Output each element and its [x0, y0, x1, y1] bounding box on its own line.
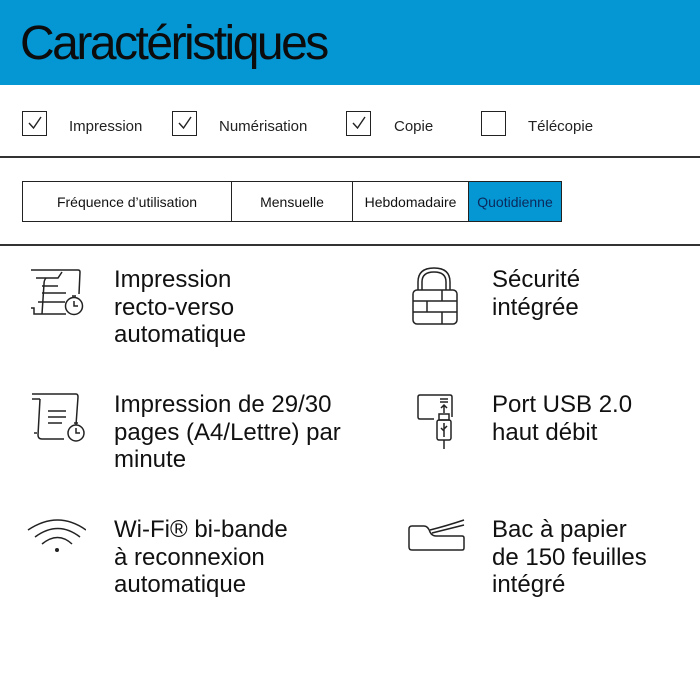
- function-copie: [346, 109, 433, 137]
- function-impression: [22, 109, 142, 137]
- feature-text: Impression de 29/30 pages (A4/Lettre) par minute: [114, 391, 341, 473]
- checkmark-icon: [26, 114, 44, 132]
- wifi-icon: [26, 516, 86, 576]
- feature-text: Impression recto-verso automatique: [114, 266, 247, 348]
- checkbox-impression: [22, 111, 47, 136]
- duplex-print-icon: [28, 266, 88, 326]
- function-label: Copie: [394, 117, 434, 135]
- security-lock-icon: [410, 266, 470, 326]
- function-label: Numérisation: [219, 117, 308, 135]
- page-title: Caractéristiques: [20, 17, 327, 70]
- header-banner: [0, 0, 700, 85]
- feature-text: Sécurité intégrée: [492, 266, 581, 321]
- divider: [0, 244, 700, 246]
- print-speed-icon: [28, 391, 88, 451]
- function-label: Impression: [69, 117, 143, 135]
- function-telecopie: [481, 109, 593, 137]
- checkmark-icon: [350, 114, 368, 132]
- feature-text: Port USB 2.0 haut débit: [492, 391, 633, 446]
- function-numerisation: [172, 109, 307, 137]
- frequency-option-hebdomadaire: Hebdomadaire: [353, 182, 469, 221]
- checkmark-icon: [176, 114, 194, 132]
- function-label: Télécopie: [528, 117, 594, 135]
- usage-frequency-table: [22, 181, 562, 222]
- frequency-option-quotidienne: Quotidienne: [469, 182, 561, 221]
- divider: [0, 156, 700, 158]
- paper-tray-icon: [406, 516, 466, 576]
- checkbox-numerisation: [172, 111, 197, 136]
- usage-frequency-label: Fréquence d’utilisation: [23, 182, 232, 221]
- checkbox-copie: [346, 111, 371, 136]
- feature-text: Bac à papier de 150 feuilles intégré: [492, 516, 647, 598]
- usb-port-icon: [410, 391, 470, 451]
- function-checklist: [0, 85, 700, 157]
- checkbox-telecopie: [481, 111, 506, 136]
- frequency-option-mensuelle: Mensuelle: [232, 182, 353, 221]
- feature-text: Wi-Fi® bi-bande à reconnexion automatique: [114, 516, 288, 598]
